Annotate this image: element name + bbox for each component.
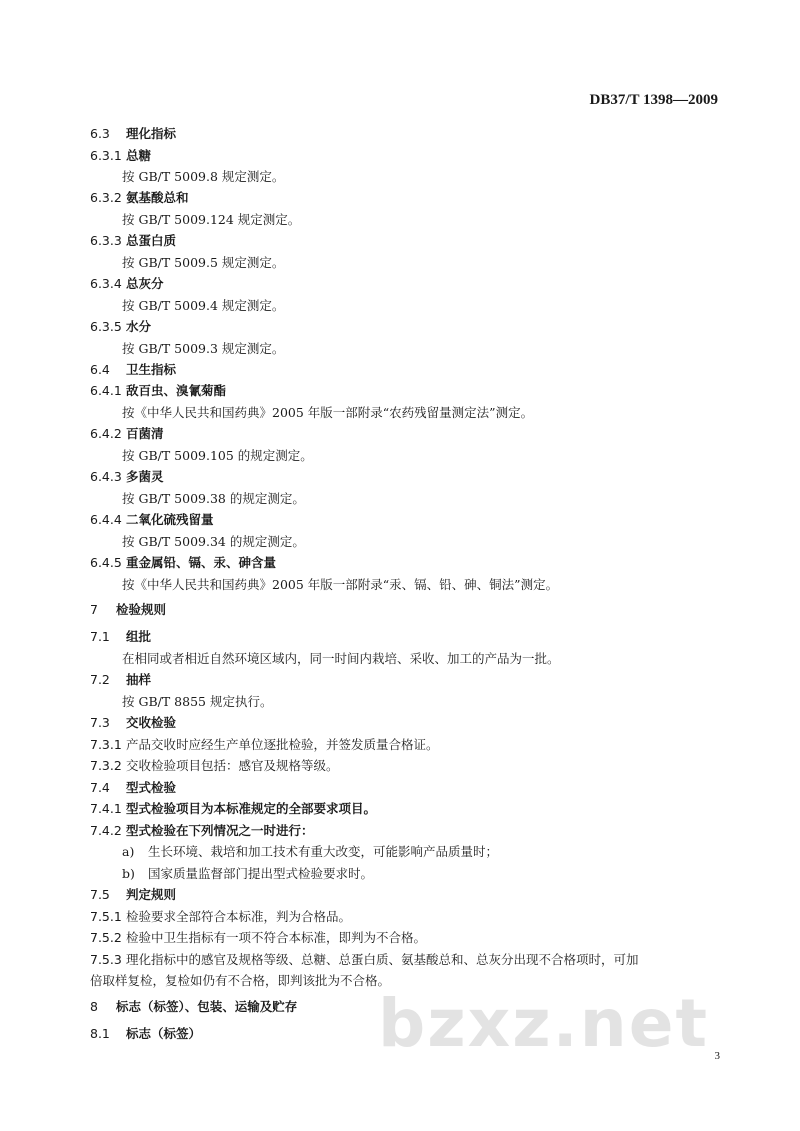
clause-title: 标志（标签） [126,1026,202,1041]
clause-text: 理化指标中的感官及规格等级、总糖、总蛋白质、氨基酸总和、总灰分出现不合格项时，可加 [126,952,639,967]
clause-heading [90,671,730,689]
clause-heading [90,511,730,529]
clause-title: 组批 [126,629,152,644]
clause-title: 二氧化硫残留量 [126,512,214,527]
clause-number: 6.3.5 [90,319,122,334]
body-text: 在相同或者相近自然环境区域内，同一时间内栽培、采收、加工的产品为一批。 [122,651,560,666]
body-text: 按 GB/T 5009.5 规定测定。 [122,255,285,270]
clause-title: 总糖 [126,148,152,163]
clause-number: 7.5.1 [90,909,122,924]
clause-number: 6.4.3 [90,469,122,484]
numbered-clause [90,929,730,947]
clause-title: 标志（标签）、包装、运输及贮存 [116,999,298,1014]
clause-heading [90,382,730,400]
clause-heading [90,468,730,486]
clause-heading [90,147,730,165]
clause-number: 6.4 [90,362,110,377]
clause-number: 7.3 [90,715,110,730]
clause-number: 7.2 [90,672,110,687]
body-text: 按 GB/T 5009.8 规定测定。 [122,169,285,184]
body-text: 按 GB/T 5009.4 规定测定。 [122,298,285,313]
list-text: 国家质量监督部门提出型式检验要求时。 [148,866,374,881]
clause-number: 7.4.2 [90,823,122,838]
page-number: 3 [714,1050,720,1062]
clause-number: 6.3 [90,126,110,141]
list-text: 生长环境、栽培和加工技术有重大改变，可能影响产品质量时； [148,844,499,859]
document-code: DB37/T 1398—2009 [589,92,718,108]
clause-title: 氨基酸总和 [126,190,189,205]
list-marker: b) [122,866,135,881]
clause-heading [90,779,730,797]
clause-number: 7.5 [90,887,110,902]
numbered-clause [90,757,730,775]
numbered-clause [90,908,730,926]
continuation-text: 倍取样复检，复检如仍有不合格，即判该批为不合格。 [90,973,391,988]
clause-number: 6.4.1 [90,383,122,398]
clause-number: 6.3.4 [90,276,122,291]
clause-heading [90,628,730,646]
clause-title: 卫生指标 [126,362,177,377]
clause-title: 总灰分 [126,276,164,291]
clause-heading [90,125,730,143]
clause-heading [90,361,730,379]
clause-title: 多菌灵 [126,469,164,484]
watermark: bzxz.net [378,985,710,1062]
clause-title: 抽样 [126,672,152,687]
numbered-clause [90,951,730,969]
body-text: 按《中华人民共和国药典》2005 年版一部附录“农药残留量测定法”测定。 [122,405,534,420]
body-text: 按 GB/T 5009.124 规定测定。 [122,212,301,227]
list-item [122,865,730,883]
clause-number: 6.4.5 [90,555,122,570]
clause-title: 理化指标 [126,126,177,141]
clause-number: 6.4.2 [90,426,122,441]
clause-number: 7.4 [90,780,110,795]
numbered-clause [90,736,730,754]
clause-number: 6.3.2 [90,190,122,205]
clause-title: 型式检验在下列情况之一时进行： [126,823,314,838]
clause-number: 7.3.1 [90,737,122,752]
clause-number: 7.4.1 [90,801,122,816]
clause-title: 敌百虫、溴氰菊酯 [126,383,227,398]
body-text: 按《中华人民共和国药典》2005 年版一部附录“汞、镉、铅、砷、铜法”测定。 [122,577,559,592]
clause-number: 6.3.1 [90,148,122,163]
section-heading [90,601,730,619]
clause-number: 8 [90,999,98,1014]
clause-number: 7.1 [90,629,110,644]
clause-text: 检验中卫生指标有一项不符合本标准，即判为不合格。 [126,930,427,945]
clause-text: 检验要求全部符合本标准，判为合格品。 [126,909,352,924]
clause-heading [90,822,730,840]
clause-heading [90,886,730,904]
clause-title: 总蛋白质 [126,233,177,248]
clause-heading [90,714,730,732]
clause-heading [90,554,730,572]
clause-heading [90,425,730,443]
clause-number: 8.1 [90,1026,110,1041]
body-text: 按 GB/T 8855 规定执行。 [122,694,273,709]
clause-heading [90,800,730,818]
clause-text: 交收检验项目包括：感官及规格等级。 [126,758,339,773]
clause-title: 型式检验 [126,780,177,795]
clause-number: 6.4.4 [90,512,122,527]
clause-number: 7 [90,602,98,617]
clause-number: 7.5.3 [90,952,122,967]
clause-title: 检验规则 [116,602,167,617]
clause-title: 重金属铅、镉、汞、砷含量 [126,555,277,570]
clause-heading [90,275,730,293]
clause-title: 判定规则 [126,887,177,902]
clause-title: 百菌清 [126,426,164,441]
clause-title: 型式检验项目为本标准规定的全部要求项目。 [126,801,377,816]
clause-heading [90,318,730,336]
clause-number: 7.5.2 [90,930,122,945]
clause-heading [90,189,730,207]
body-text: 按 GB/T 5009.38 的规定测定。 [122,491,305,506]
body-text: 按 GB/T 5009.3 规定测定。 [122,341,285,356]
body-text: 按 GB/T 5009.105 的规定测定。 [122,448,313,463]
body-text: 按 GB/T 5009.34 的规定测定。 [122,534,305,549]
clause-heading [90,232,730,250]
clause-text: 产品交收时应经生产单位逐批检验，并签发质量合格证。 [126,737,439,752]
list-item [122,843,730,861]
clause-number: 7.3.2 [90,758,122,773]
clause-number: 6.3.3 [90,233,122,248]
clause-title: 水分 [126,319,152,334]
list-marker: a) [122,844,135,859]
clause-title: 交收检验 [126,715,177,730]
